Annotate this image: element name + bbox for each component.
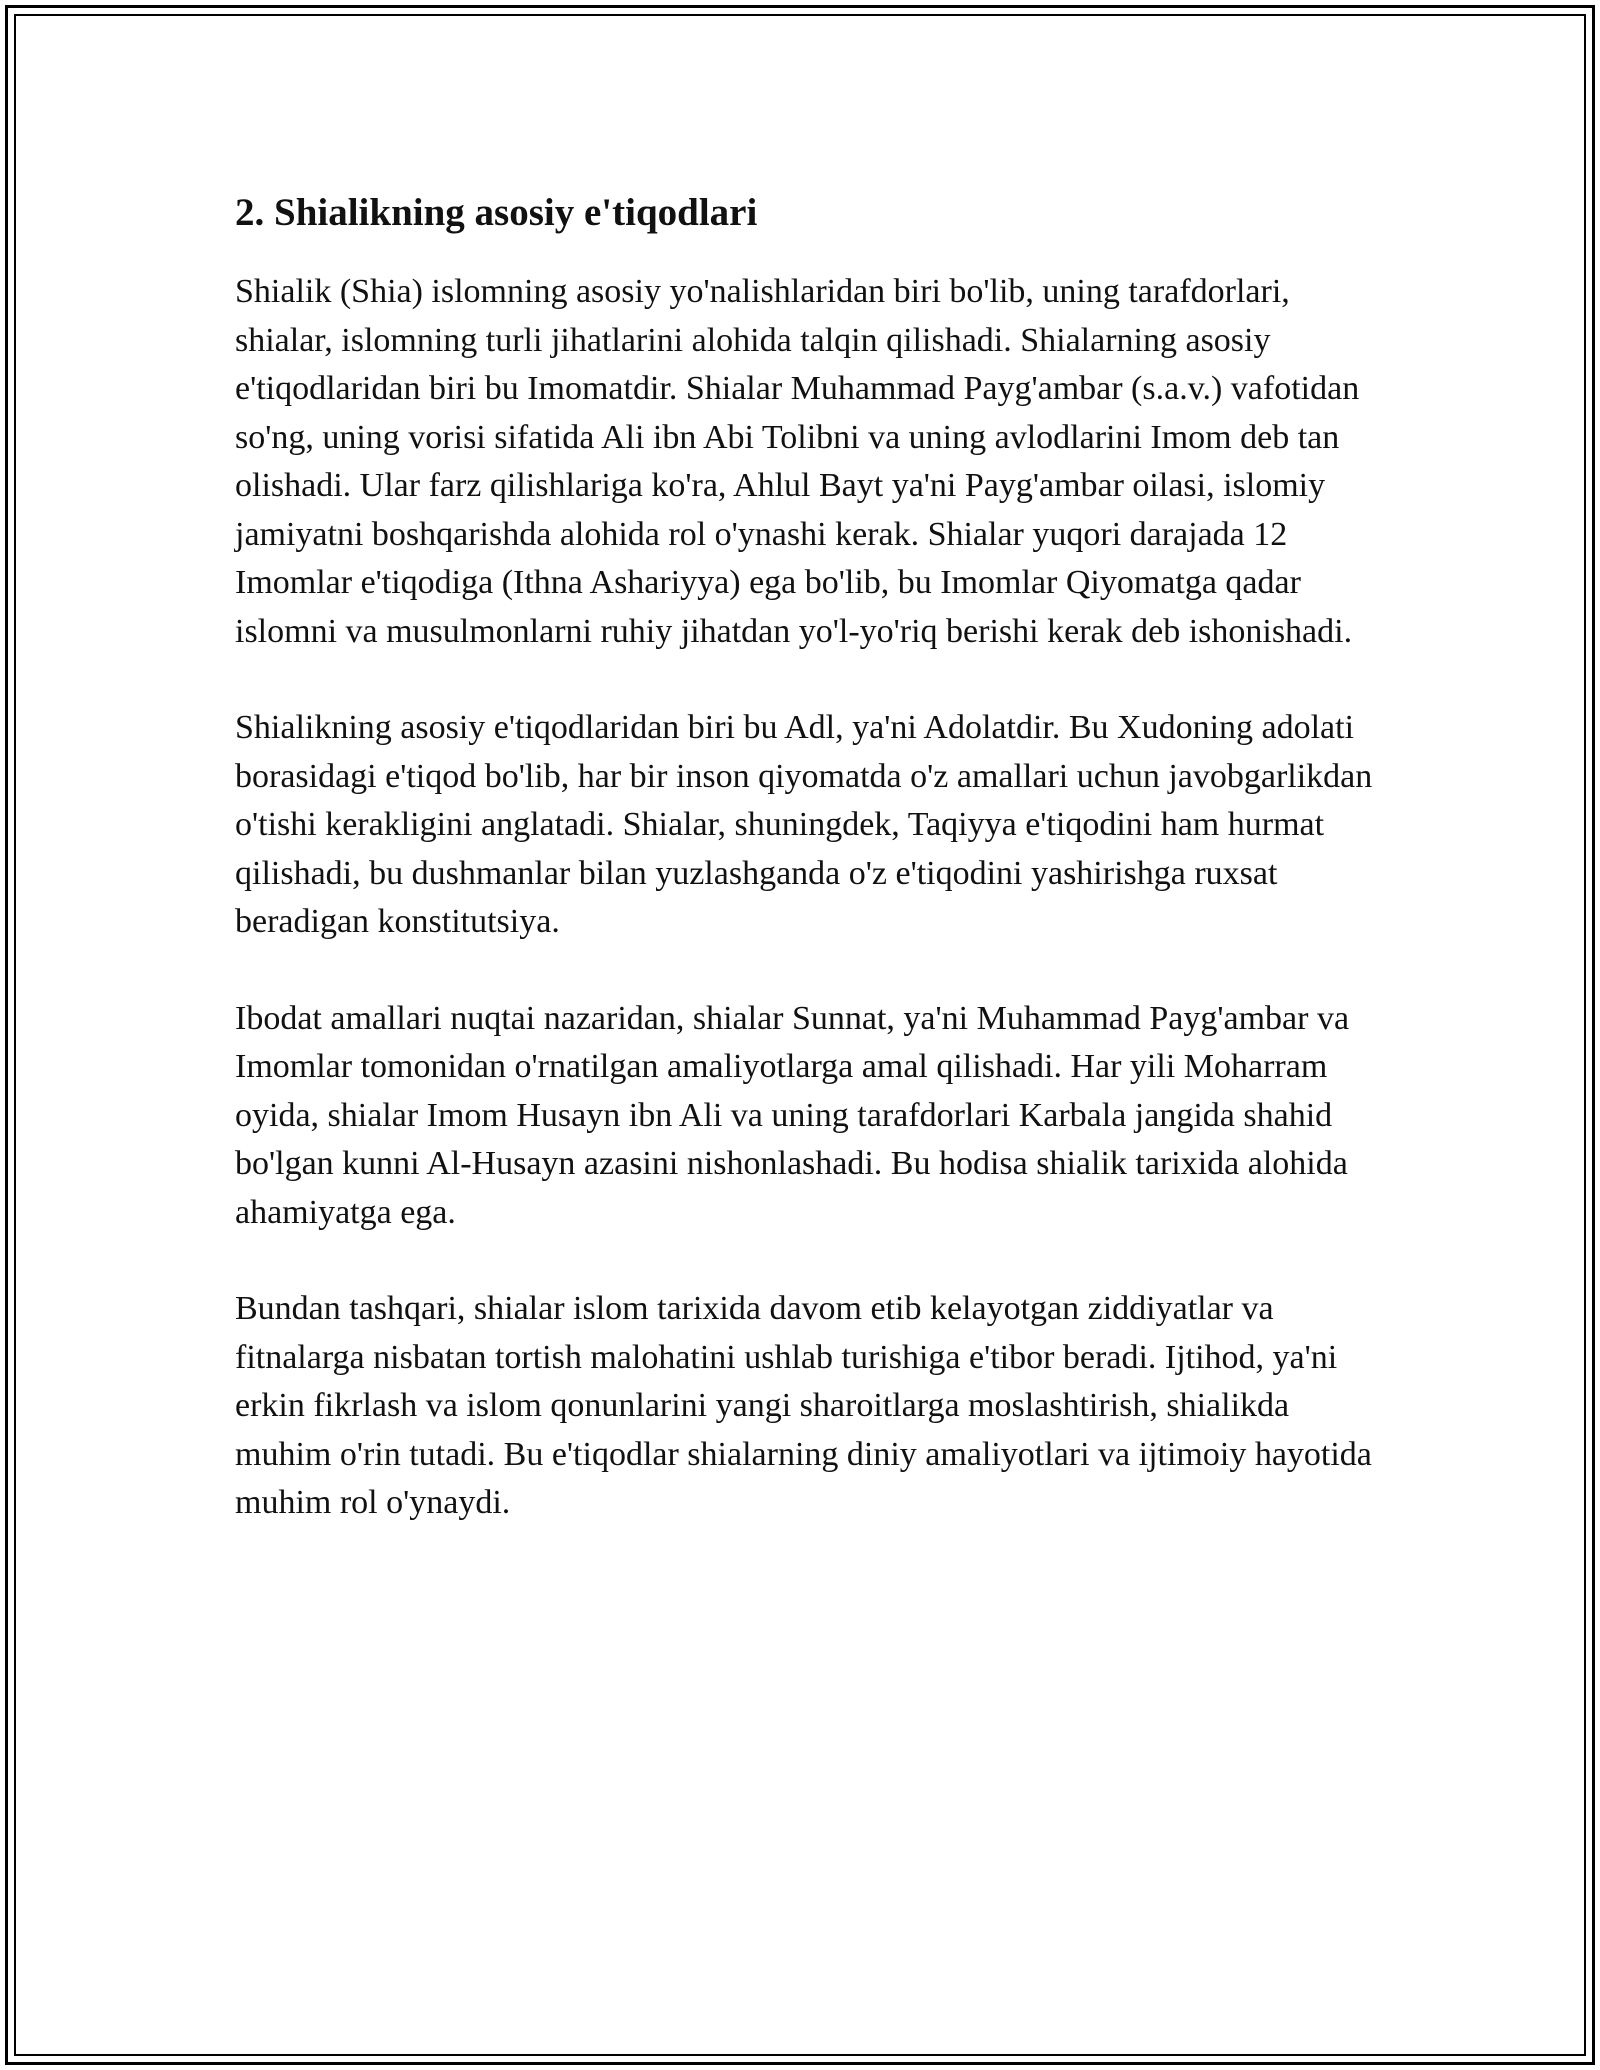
- paragraph-ibodat: Ibodat amallari nuqtai nazaridan, shialar Sunnat, ya'ni Muhammad Payg'ambar va Imomlar tomonidan o'rnatilgan amaliyotlarga amal qilishadi. Har yili Moharram oyida, shialar Imom Husayn ibn Ali va uning tarafdorlari Karbala jangida shahid bo'lgan kunni Al-Husayn azasini nishonlashadi. Bu hodisa shialik tarixida alohida ahamiyatga ega.: [235, 999, 1350, 1231]
- page-title: 2. Shialikning asosiy e'tiqodlari: [235, 191, 758, 234]
- paragraph-ijtihod: Bundan tashqari, shialar islom tarixida davom etib kelayotgan ziddiyatlar va fitnalarga nisbatan tortish malohatini ushlab turishiga e'tibor beradi. Ijtihod, ya'ni erkin fikrlash va islom qonunlarini yangi sharoitlarga moslashtirish, shialikda muhim o'rin tutadi. Bu e'tiqodlar shialarning diniy amaliyotlari va ijtimoiy hayotida muhim rol o'ynaydi.: [235, 1290, 1372, 1521]
- paragraph-imomat: Shialik (Shia) islomning asosiy yo'nalishlaridan biri bo'lib, uning tarafdorlari, shialar, islomning turli jihatlarini alohida talqin qilishadi. Shialarning asosiy e'tiqodlaridan biri bu Imomatdir. Shialar Muhammad Payg'ambar (s.a.v.) vafotidan so'ng, uning vorisi sifatida Ali ibn Abi Tolibni va uning avlodlarini Imom deb tan olishadi. Ular farz qilishlariga ko'ra, Ahlul Bayt ya'ni Payg'ambar oilasi, islomiy jamiyatni boshqarishda alohida rol o'ynashi kerak. Shialar yuqori darajada 12 Imomlar e'tiqodiga (Ithna Ashariyya) ega bo'lib, bu Imomlar Qiyomatga qadar islomni va musulmonlarni ruhiy jihatdan yo'l-yo'riq berishi kerak deb ishonishadi.: [235, 273, 1360, 650]
- paragraph-adl: Shialikning asosiy e'tiqodlaridan biri bu Adl, ya'ni Adolatdir. Bu Xudoning adolati borasidagi e'tiqod bo'lib, har bir inson qiyomatda o'z amallari uchun javobgarlikdan o'tishi kerakligini anglatadi. Shialar, shuningdek, Taqiyya e'tiqodini ham hurmat qilishadi, bu dushmanlar bilan yuzlashganda o'z e'tiqodini yashirishga ruxsat beradigan konstitutsiya.: [235, 709, 1373, 940]
- document-body: [235, 186, 1375, 1576]
